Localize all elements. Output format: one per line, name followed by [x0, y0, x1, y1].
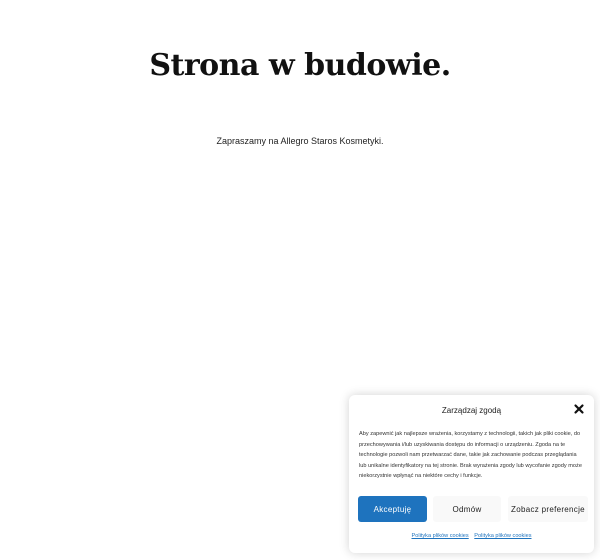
- view-preferences-button[interactable]: Zobacz preferencje: [508, 496, 588, 522]
- cookie-consent-dialog: [349, 395, 594, 553]
- page-title: Strona w budowie.: [149, 48, 451, 83]
- close-icon-glyph: [572, 402, 586, 416]
- consent-title: Zarządzaj zgodą: [441, 406, 502, 415]
- consent-button-row: [358, 496, 586, 522]
- close-icon[interactable]: [572, 402, 586, 416]
- deny-button[interactable]: Odmów: [433, 496, 501, 522]
- consent-links: [349, 533, 594, 539]
- page-subtitle: Zapraszamy na Allegro Staros Kosmetyki.: [216, 136, 384, 146]
- consent-message: Aby zapewnić jak najlepsze wrażenia, korzystamy z technologii, takich jak pliki cookie, do przechowywania i/lub uzyskiwania dostępu do informacji o urządzeniu. Zgoda na te technologie pozwoli nam przetwarzać dane, takie jak zachowanie podczas przeglądania lub unikalne identyfikatory na tej stronie. Brak wyrażenia zgody lub wycofanie zgody może niekorzystnie wpłynąć na niektóre cechy i funkcje.: [359, 431, 582, 479]
- accept-button[interactable]: Akceptuję: [358, 496, 427, 522]
- cookie-policy-link[interactable]: Polityka plików cookies: [411, 533, 469, 539]
- cookie-policy-link-secondary[interactable]: Polityka plików cookies: [474, 533, 532, 539]
